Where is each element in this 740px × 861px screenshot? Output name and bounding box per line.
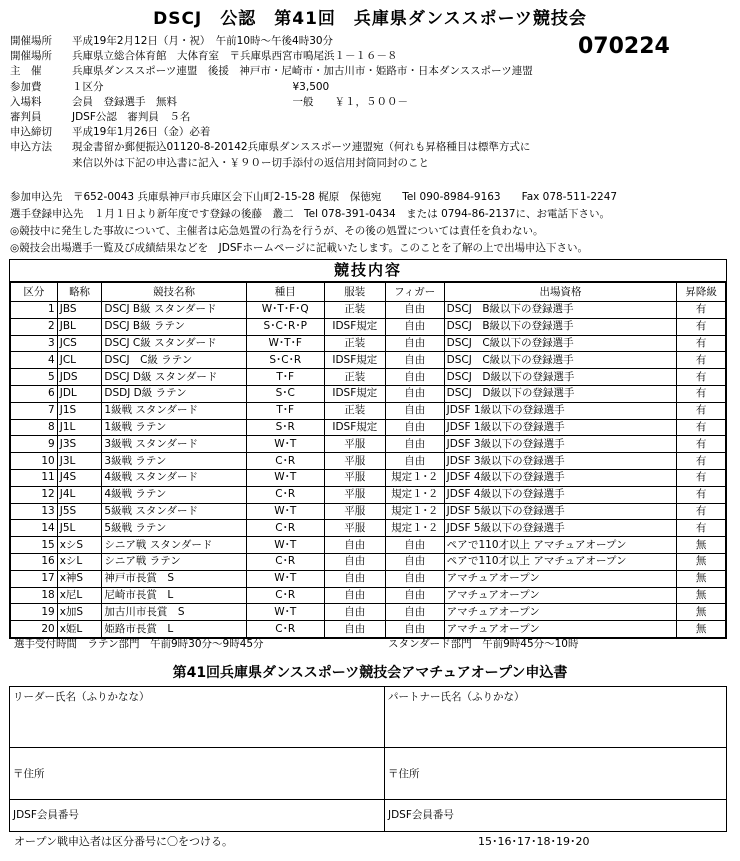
table-cell: 13	[11, 503, 58, 520]
info-row	[10, 49, 398, 63]
info-value: 来信以外は下記の申込書に記入・￥９０ー切手添付の返信用封筒同封のこと	[72, 156, 429, 169]
table-cell: 自由	[385, 604, 444, 621]
table-cell: 自由	[324, 604, 385, 621]
table-row	[11, 369, 726, 386]
table-cell: 有	[677, 453, 726, 470]
table-row	[11, 436, 726, 453]
info-row	[10, 95, 408, 109]
table-cell: シニア戦 ラテン	[102, 553, 246, 570]
partner-name-label: パートナー氏名（ふりかな）	[388, 691, 525, 703]
table-row	[11, 302, 726, 319]
table-row	[11, 570, 726, 587]
table-cell: DSCJ B級以下の登録選手	[444, 318, 677, 335]
table-cell: 有	[677, 520, 726, 537]
column-header: 種目	[246, 283, 324, 302]
table-cell: DSCJ C級以下の登録選手	[444, 335, 677, 352]
table-cell: W･T	[246, 604, 324, 621]
table-cell: 自由	[385, 369, 444, 386]
table-row	[11, 318, 726, 335]
info-value: 平成19年2月12日（月・祝） 午前10時～午後4時30分	[72, 35, 334, 47]
reception-standard: スタンダード部門 午前9時45分～10時	[388, 638, 579, 650]
table-cell: アマチュアオープン	[444, 621, 677, 638]
table-cell: J3S	[57, 436, 102, 453]
info-value: １区分 ¥3,500	[72, 80, 330, 93]
table-cell: 自由	[324, 537, 385, 554]
table-cell: J5S	[57, 503, 102, 520]
column-header: 昇降級	[677, 283, 726, 302]
table-row	[11, 402, 726, 419]
table-row	[11, 621, 726, 638]
leader-address-field[interactable]	[10, 764, 384, 799]
table-cell: 自由	[385, 587, 444, 604]
table-cell: JDSF 5級以下の登録選手	[444, 520, 677, 537]
table-cell: シニア戦 スタンダード	[102, 537, 246, 554]
form-rule	[10, 799, 726, 800]
form-rule	[10, 747, 726, 748]
table-cell: 平服	[324, 469, 385, 486]
table-cell: ペアで110才以上 アマチュアオープン	[444, 553, 677, 570]
table-cell: J1S	[57, 402, 102, 419]
table-row	[11, 503, 726, 520]
table-cell: 有	[677, 318, 726, 335]
table-cell: 有	[677, 335, 726, 352]
partner-name-field[interactable]	[385, 687, 726, 747]
table-cell: 有	[677, 436, 726, 453]
table-cell: 8	[11, 419, 58, 436]
table-cell: 有	[677, 402, 726, 419]
info-label: 入場料	[10, 95, 42, 108]
table-cell: 無	[677, 537, 726, 554]
partner-address-field[interactable]	[385, 764, 726, 799]
info-label: 審判員	[10, 111, 42, 123]
table-cell: W･T	[246, 436, 324, 453]
table-cell: C･R	[246, 553, 324, 570]
open-entry-note: オープン戦申込者は区分番号に〇をつける。	[14, 835, 234, 848]
table-cell: 正装	[324, 302, 385, 319]
table-cell: W･T	[246, 503, 324, 520]
table-cell: x神S	[57, 570, 102, 587]
table-cell: IDSF規定	[324, 318, 385, 335]
table-cell: 有	[677, 469, 726, 486]
table-cell: 有	[677, 302, 726, 319]
table-cell: ペアで110才以上 アマチュアオープン	[444, 537, 677, 554]
table-cell: 10	[11, 453, 58, 470]
table-cell: T･F	[246, 402, 324, 419]
table-cell: 自由	[324, 570, 385, 587]
table-cell: J4L	[57, 486, 102, 503]
partner-member-label: JDSF会員番号	[388, 809, 454, 821]
table-cell: 平服	[324, 486, 385, 503]
table-cell: 有	[677, 503, 726, 520]
info-value: JDSF公認 審判員 ５名	[72, 111, 191, 123]
table-cell: 平服	[324, 436, 385, 453]
info-label: 開催場所	[10, 35, 52, 47]
table-cell: 自由	[385, 570, 444, 587]
table-cell: S･C	[246, 385, 324, 402]
table-row	[11, 385, 726, 402]
table-cell: DSDJ D級 ラテン	[102, 385, 246, 402]
events-body	[11, 302, 726, 638]
leader-address-label: 〒住所	[13, 768, 45, 780]
table-cell: 3	[11, 335, 58, 352]
table-cell: 無	[677, 570, 726, 587]
info-label: 申込締切	[10, 126, 52, 139]
table-cell: DSCJ C級 ラテン	[102, 352, 246, 369]
table-cell: 7	[11, 402, 58, 419]
table-cell: 有	[677, 369, 726, 386]
table-cell: C･R	[246, 486, 324, 503]
table-cell: 18	[11, 587, 58, 604]
info-row	[10, 34, 333, 48]
info-value: 会員 登録選手 無料 一般 ￥１，５００－	[72, 95, 408, 108]
table-cell: 自由	[385, 385, 444, 402]
table-cell: DSCJ C級以下の登録選手	[444, 352, 677, 369]
info-label: 開催場所	[10, 50, 52, 63]
table-cell: 4	[11, 352, 58, 369]
reception-latin: 選手受付時間 ラテン部門 午前9時30分～9時45分	[14, 638, 264, 650]
table-cell: 3級戦 スタンダード	[102, 436, 246, 453]
table-cell: JDL	[57, 385, 102, 402]
table-cell: 自由	[385, 453, 444, 470]
table-cell: 自由	[385, 402, 444, 419]
table-cell: 2	[11, 318, 58, 335]
table-cell: 正装	[324, 335, 385, 352]
contact-line: 参加申込先 〒652-0043 兵庫県神戸市兵庫区会下山町2-15-28 梶原 保徳宛 Tel 090-8984-9163 Fax 078-511-2247	[10, 191, 618, 203]
table-cell: 5	[11, 369, 58, 386]
table-row	[11, 553, 726, 570]
table-cell: 16	[11, 553, 58, 570]
table-cell: x姫L	[57, 621, 102, 638]
table-cell: 平服	[324, 503, 385, 520]
table-cell: 正装	[324, 369, 385, 386]
table-row	[11, 419, 726, 436]
partner-address-label: 〒住所	[388, 768, 420, 780]
table-cell: J3L	[57, 453, 102, 470]
leader-member-field[interactable]	[10, 805, 384, 831]
table-row	[11, 537, 726, 554]
table-cell: 5級戦 ラテン	[102, 520, 246, 537]
table-cell: 無	[677, 621, 726, 638]
table-cell: S･R	[246, 419, 324, 436]
leader-member-label: JDSF会員番号	[13, 809, 79, 821]
table-cell: 平服	[324, 453, 385, 470]
table-cell: JDSF 1級以下の登録選手	[444, 419, 677, 436]
table-cell: JCL	[57, 352, 102, 369]
table-cell: C･R	[246, 621, 324, 638]
table-cell: 19	[11, 604, 58, 621]
table-cell: 6	[11, 385, 58, 402]
table-cell: 正装	[324, 402, 385, 419]
table-cell: 自由	[324, 587, 385, 604]
table-cell: 自由	[385, 419, 444, 436]
table-row	[11, 469, 726, 486]
table-cell: IDSF規定	[324, 385, 385, 402]
info-label: 参加費	[10, 80, 42, 93]
table-row	[11, 604, 726, 621]
table-cell: 自由	[385, 537, 444, 554]
table-cell: 4級戦 ラテン	[102, 486, 246, 503]
table-cell: 規定１･２	[385, 520, 444, 537]
table-cell: DSCJ B級 スタンダード	[102, 302, 246, 319]
table-cell: DSCJ C級 スタンダード	[102, 335, 246, 352]
table-cell: 規定１･２	[385, 486, 444, 503]
table-cell: アマチュアオープン	[444, 570, 677, 587]
table-cell: S･C･R	[246, 352, 324, 369]
table-cell: 自由	[385, 553, 444, 570]
table-row	[11, 335, 726, 352]
table-cell: x加S	[57, 604, 102, 621]
leader-name-field[interactable]	[10, 687, 384, 747]
table-cell: JDSF 1級以下の登録選手	[444, 402, 677, 419]
table-cell: T･F	[246, 369, 324, 386]
column-header: 競技名称	[102, 283, 246, 302]
document-number: 070224	[578, 34, 670, 59]
table-cell: JDSF 3級以下の登録選手	[444, 453, 677, 470]
table-cell: 有	[677, 419, 726, 436]
table-cell: IDSF規定	[324, 419, 385, 436]
table-cell: 自由	[385, 335, 444, 352]
table-cell: 17	[11, 570, 58, 587]
table-cell: J5L	[57, 520, 102, 537]
table-cell: 9	[11, 436, 58, 453]
table-cell: 無	[677, 604, 726, 621]
column-header: 区分	[11, 283, 58, 302]
table-cell: DSCJ D級 スタンダード	[102, 369, 246, 386]
table-cell: xシL	[57, 553, 102, 570]
table-cell: 20	[11, 621, 58, 638]
application-form	[9, 686, 727, 832]
contact-line: ◎競技会出場選手一覧及び成績結果などを JDSFホームページに記載いたします。このことを了解の上で出場申込下さい。	[10, 242, 588, 254]
form-title: 第41回兵庫県ダンススポーツ競技会アマチュアオープン申込書	[172, 665, 568, 681]
table-cell: C･R	[246, 520, 324, 537]
table-cell: W･T	[246, 469, 324, 486]
table-cell: DSCJ B級以下の登録選手	[444, 302, 677, 319]
table-cell: JDS	[57, 369, 102, 386]
info-value: 兵庫県ダンススポーツ連盟 後援 神戸市・尼崎市・加古川市・姫路市・日本ダンススポーツ連盟	[72, 65, 533, 78]
table-cell: 有	[677, 486, 726, 503]
table-cell: 3級戦 ラテン	[102, 453, 246, 470]
table-row	[11, 520, 726, 537]
table-cell: DSCJ B級 ラテン	[102, 318, 246, 335]
table-cell: J1L	[57, 419, 102, 436]
info-row	[10, 64, 533, 78]
table-cell: 規定１･２	[385, 503, 444, 520]
contact-line: 選手登録申込先 １月１日より新年度です登録の後藤 叢二 Tel 078-391-0434 または 0794-86-2137に、お電話下さい。	[10, 208, 610, 220]
table-cell: 1級戦 スタンダード	[102, 402, 246, 419]
table-row	[11, 587, 726, 604]
table-cell: 1	[11, 302, 58, 319]
table-cell: 15	[11, 537, 58, 554]
table-cell: 自由	[324, 553, 385, 570]
info-row	[10, 110, 190, 124]
table-cell: W･T	[246, 570, 324, 587]
leader-name-label: リーダー氏名（ふりかなな）	[13, 691, 150, 703]
events-table	[10, 282, 726, 638]
column-header: 略称	[57, 283, 102, 302]
table-cell: S･C･R･P	[246, 318, 324, 335]
info-row	[10, 140, 530, 154]
table-cell: 尼崎市長賞 L	[102, 587, 246, 604]
table-row	[11, 486, 726, 503]
info-value: 現金書留か郵便振込01120-8-20142兵庫県ダンススポーツ連盟宛（何れも昇格種目は標準方式に	[72, 141, 531, 154]
table-cell: JDSF 3級以下の登録選手	[444, 436, 677, 453]
column-header: 出場資格	[444, 283, 677, 302]
info-value: 兵庫県立総合体育館 大体育室 〒兵庫県西宮市鳴尾浜１－１６－８	[72, 50, 398, 63]
table-cell: 神戸市長賞 S	[102, 570, 246, 587]
info-label: 申込方法	[10, 141, 52, 154]
table-cell: 規定１･２	[385, 469, 444, 486]
table-cell: アマチュアオープン	[444, 587, 677, 604]
table-cell: J4S	[57, 469, 102, 486]
table-cell: 姫路市長賞 L	[102, 621, 246, 638]
table-cell: 12	[11, 486, 58, 503]
events-section	[9, 259, 727, 639]
table-cell: 有	[677, 385, 726, 402]
partner-member-field[interactable]	[385, 805, 726, 831]
table-cell: W･T･F	[246, 335, 324, 352]
table-cell: 自由	[385, 436, 444, 453]
table-cell: JDSF 4級以下の登録選手	[444, 486, 677, 503]
table-cell: 自由	[324, 621, 385, 638]
info-value: 平成19年1月26日（金）必着	[72, 126, 211, 139]
info-row	[10, 125, 210, 139]
table-cell: 4級戦 スタンダード	[102, 469, 246, 486]
table-cell: 自由	[385, 302, 444, 319]
info-row	[10, 156, 429, 170]
table-cell: JCS	[57, 335, 102, 352]
table-row	[11, 453, 726, 470]
table-cell: DSCJ D級以下の登録選手	[444, 369, 677, 386]
table-cell: JBS	[57, 302, 102, 319]
table-cell: xシS	[57, 537, 102, 554]
table-cell: 5級戦 スタンダード	[102, 503, 246, 520]
column-header: 服装	[324, 283, 385, 302]
info-row	[10, 80, 329, 94]
table-cell: アマチュアオープン	[444, 604, 677, 621]
events-header-row	[11, 283, 726, 302]
table-cell: 有	[677, 352, 726, 369]
table-cell: C･R	[246, 453, 324, 470]
table-cell: JBL	[57, 318, 102, 335]
table-cell: 無	[677, 587, 726, 604]
table-cell: x尼L	[57, 587, 102, 604]
table-cell: 1級戦 ラテン	[102, 419, 246, 436]
contact-line: ◎競技中に発生した事故について、主催者は応急処置の行為を行うが、その後の処置については責任を負わない。	[10, 225, 544, 237]
info-label: 主 催	[10, 65, 42, 78]
table-cell: W･T	[246, 537, 324, 554]
events-title: 競技内容	[10, 260, 726, 282]
table-cell: 加古川市長賞 S	[102, 604, 246, 621]
table-cell: IDSF規定	[324, 352, 385, 369]
table-cell: JDSF 4級以下の登録選手	[444, 469, 677, 486]
table-cell: W･T･F･Q	[246, 302, 324, 319]
table-cell: JDSF 5級以下の登録選手	[444, 503, 677, 520]
table-cell: C･R	[246, 587, 324, 604]
page-title: DSCJ 公認 第41回 兵庫県ダンススポーツ競技会	[153, 9, 587, 29]
table-cell: 自由	[385, 621, 444, 638]
table-cell: 自由	[385, 318, 444, 335]
column-header: フィガー	[385, 283, 444, 302]
table-cell: 自由	[385, 352, 444, 369]
table-cell: 平服	[324, 520, 385, 537]
open-entry-numbers[interactable]: 15･16･17･18･19･20	[478, 835, 590, 848]
table-cell: 11	[11, 469, 58, 486]
table-row	[11, 352, 726, 369]
table-cell: DSCJ D級以下の登録選手	[444, 385, 677, 402]
table-cell: 14	[11, 520, 58, 537]
table-cell: 無	[677, 553, 726, 570]
